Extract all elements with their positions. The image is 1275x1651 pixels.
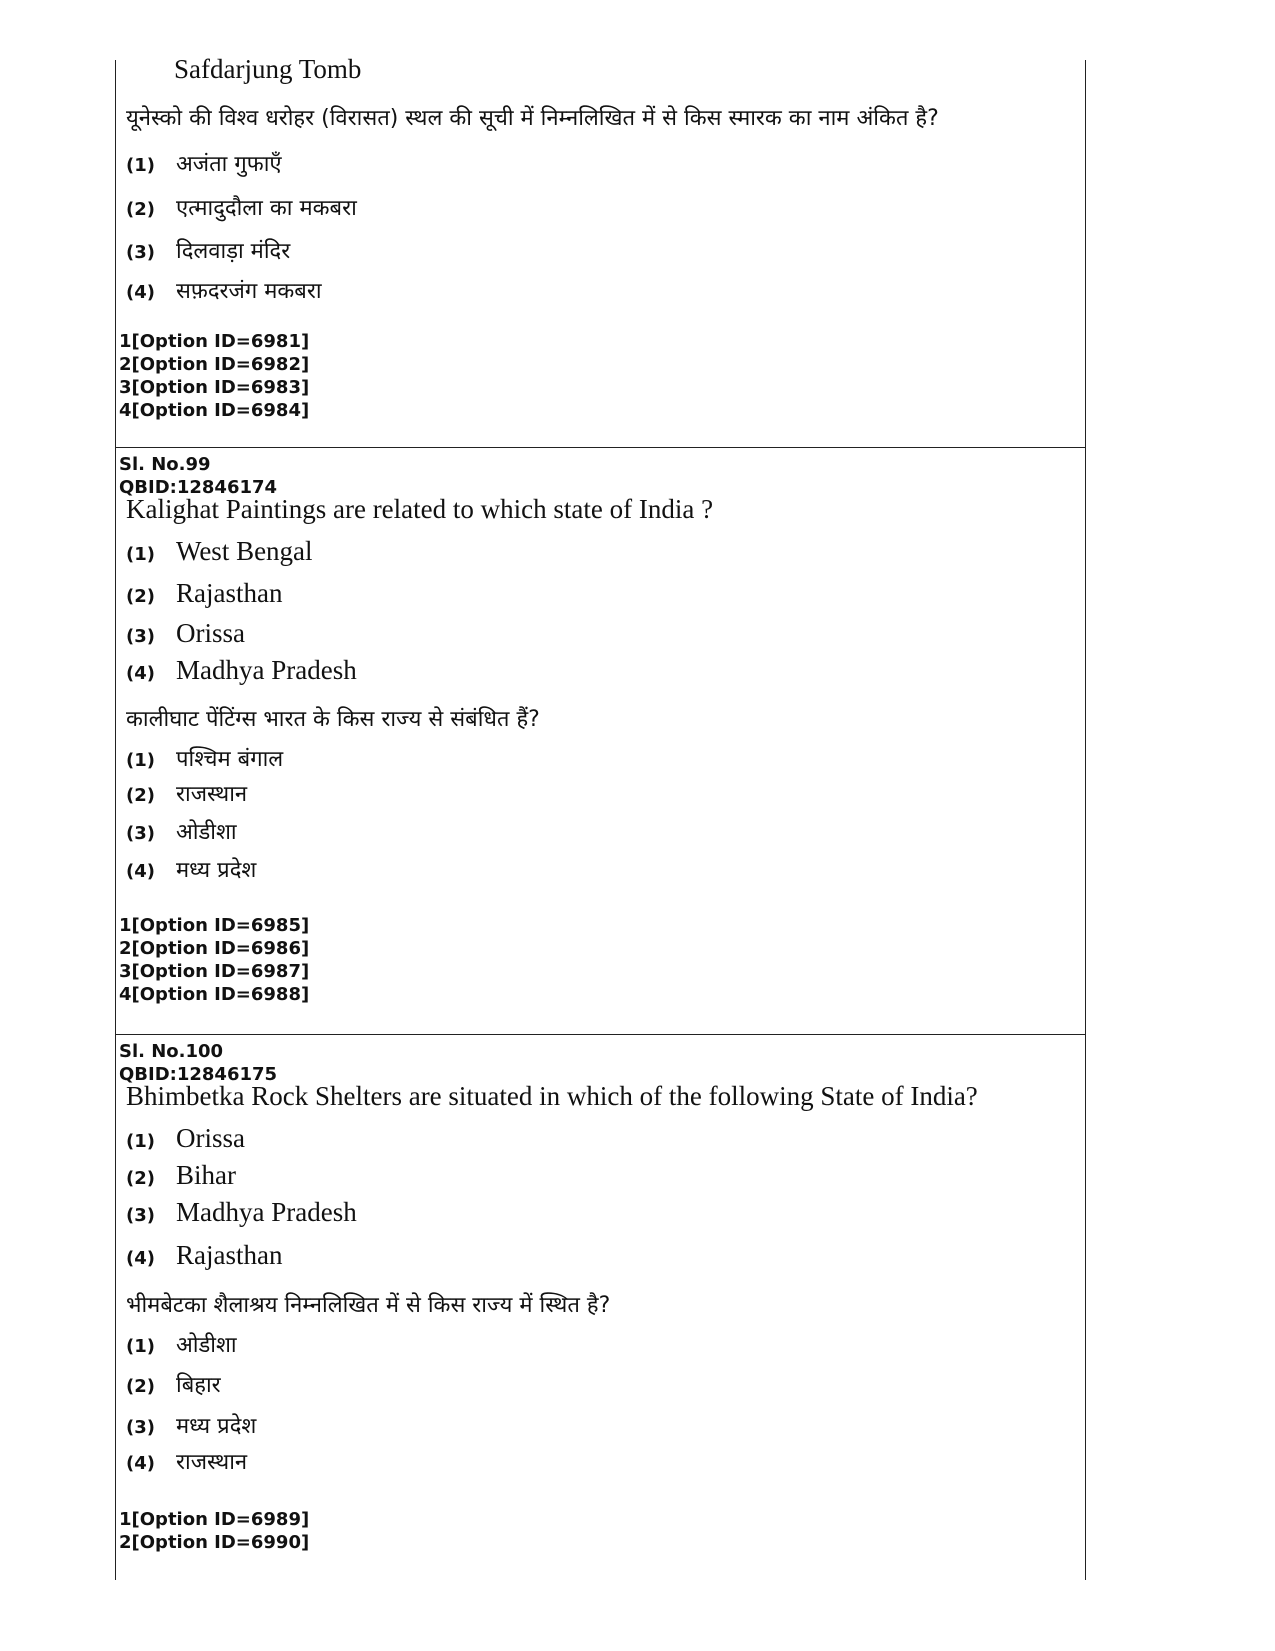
question-header: [119, 453, 277, 499]
option-id-2: 2[Option ID=6982]: [119, 354, 310, 375]
option-id-1: 1[Option ID=6985]: [119, 915, 310, 936]
question-en: Bhimbetka Rock Shelters are situated in which of the following State of India?: [126, 1081, 978, 1111]
serial-number: Sl. No.100: [119, 1041, 224, 1062]
option-hi-4: (4) सफ़दरजंग मकबरा: [126, 279, 322, 304]
question-hi: कालीघाट पेंटिंग्स भारत के किस राज्य से संबंधित हैं?: [126, 707, 540, 732]
option-hi-3: (3) दिलवाड़ा मंदिर: [126, 239, 291, 264]
option-en-1: (1) West Bengal: [126, 536, 313, 566]
question-98-block: [116, 54, 1085, 443]
question-hi: भीमबेटका शैलाश्रय निम्नलिखित में से किस राज्य में स्थित है?: [126, 1293, 611, 1318]
question-header: [119, 1040, 277, 1086]
question-hi: यूनेस्को की विश्व धरोहर (विरासत) स्थल की सूची में निम्नलिखित में से किस स्मारक का नाम अंकित है?: [126, 106, 939, 131]
option-hi-4: (4) राजस्थान: [126, 1450, 248, 1475]
option-hi-3: (3) मध्य प्रदेश: [126, 1414, 257, 1439]
option-hi-2: (2) एत्मादुदौला का मकबरा: [126, 196, 357, 221]
option-id-3: 3[Option ID=6987]: [119, 961, 310, 982]
section-divider: [116, 1034, 1085, 1035]
option-id-4: 4[Option ID=6984]: [119, 400, 310, 421]
question-paper-frame: [115, 54, 1086, 1580]
option-id-1: 1[Option ID=6981]: [119, 331, 310, 352]
option-en-3: (3) Orissa: [126, 618, 245, 648]
question-99-block: [116, 450, 1085, 1030]
option-id-3: 3[Option ID=6983]: [119, 377, 310, 398]
option-id-2: 2[Option ID=6986]: [119, 938, 310, 959]
option-hi-2: (2) राजस्थान: [126, 782, 248, 807]
option-en-4: (4) Madhya Pradesh: [126, 655, 357, 685]
option-ids: [119, 330, 309, 422]
serial-number: Sl. No.99: [119, 454, 211, 475]
option-en-2: (2) Bihar: [126, 1160, 236, 1190]
option-hi-1: (1) ओडीशा: [126, 1333, 237, 1358]
option-en-2: (2) Rajasthan: [126, 578, 283, 608]
qbid: QBID:12846175: [119, 1064, 278, 1085]
option-id-2: 2[Option ID=6990]: [119, 1532, 310, 1553]
option-en-1: (1) Orissa: [126, 1123, 245, 1153]
option-ids: [119, 914, 309, 1006]
option-hi-3: (3) ओडीशा: [126, 820, 237, 845]
option-id-4: 4[Option ID=6988]: [119, 984, 310, 1005]
option-ids: [119, 1508, 309, 1554]
qbid: QBID:12846174: [119, 477, 278, 498]
option-en-3: (3) Madhya Pradesh: [126, 1197, 357, 1227]
option-en-4: Safdarjung Tomb: [174, 54, 362, 84]
question-en: Kalighat Paintings are related to which state of India ?: [126, 494, 714, 524]
question-100-block: [116, 1037, 1085, 1577]
option-en-4: (4) Rajasthan: [126, 1240, 283, 1270]
section-divider: [116, 447, 1085, 448]
option-hi-4: (4) मध्य प्रदेश: [126, 858, 257, 883]
option-hi-2: (2) बिहार: [126, 1373, 221, 1398]
option-id-1: 1[Option ID=6989]: [119, 1509, 310, 1530]
option-hi-1: (1) पश्चिम बंगाल: [126, 747, 284, 772]
option-hi-1: (1) अजंता गुफाएँ: [126, 152, 282, 177]
